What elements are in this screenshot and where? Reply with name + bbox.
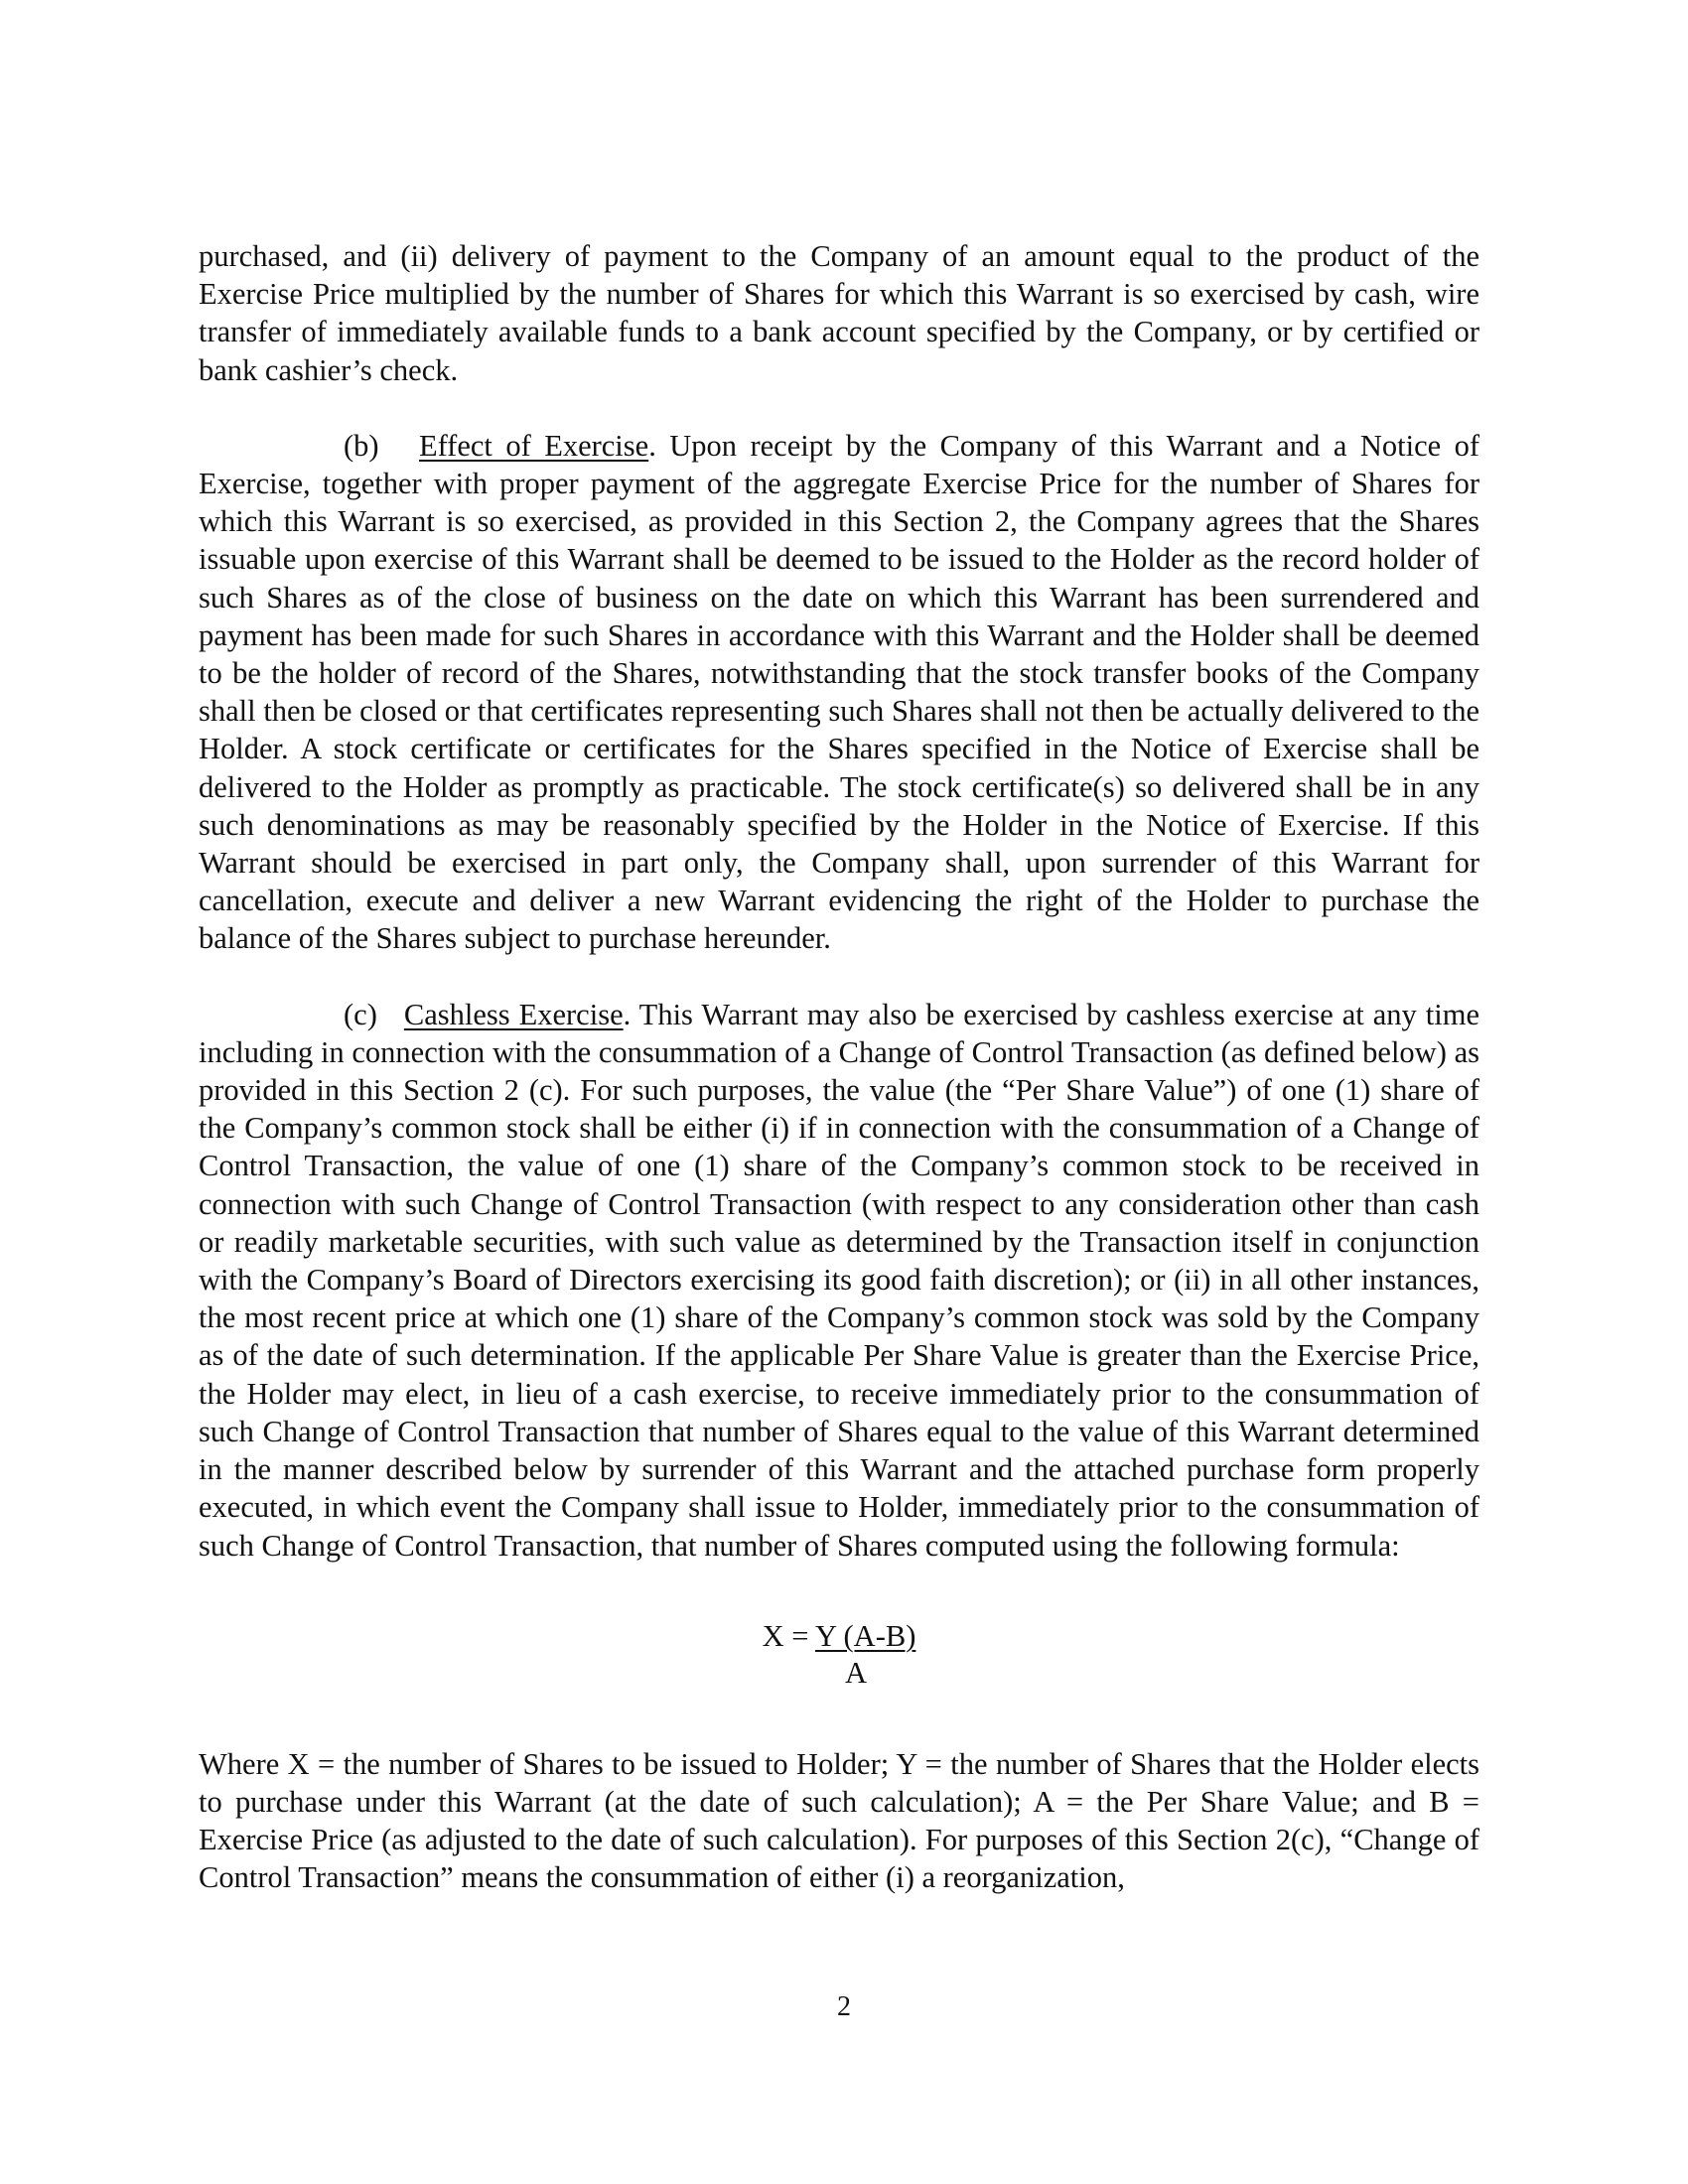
formula-lhs: X = [762,1618,815,1653]
section-b-paragraph [199,427,1479,958]
cashless-exercise-formula [199,1618,1479,1692]
formula-numerator-line [199,1618,1479,1655]
formula-denominator: A [844,1655,868,1690]
formula-numerator: Y (A-B) [815,1618,916,1653]
page-number: 2 [837,1991,851,2022]
document-body [199,237,1479,1897]
section-b-heading: Effect of Exercise [418,428,649,463]
section-b-text: . Upon receipt by the Company of this Warrant and a Notice of Exercise, together with proper payment of the aggregate Exercise Price for the number of Shares for which this Warrant is so exercised, as provided in this Section 2, the Company agrees that the Shares issuable upon exercise of this Warrant shall be deemed to be issued to the Holder as the record holder of such Shares as of the close of business on the date on which this Warrant has been surrendered and payment has been made for such Shares in accordance with this Warrant and the Holder shall be deemed to be the holder of record of the Shares, notwithstanding that the stock transfer books of the Company shall then be closed or that certificates representing such Shares shall not then be actually delivered to the Holder. A stock certificate or certificates for the Shares specified in the Notice of Exercise shall be delivered to the Holder as promptly as practicable. The stock certificate(s) so delivered shall be in any such denominations as may be reasonably specified by the Holder in the Notice of Exercise. If this Warrant should be exercised in part only, the Company shall, upon surrender of this Warrant for cancellation, execute and deliver a new Warrant evidencing the right of the Holder to purchase the balance of the Shares subject to purchase hereunder. [199,428,1479,956]
definitions-paragraph [199,1745,1479,1897]
paragraph-continuation [199,237,1479,389]
section-b-label: (b) [344,428,379,463]
paragraph-continuation-text: purchased, and (ii) delivery of payment to the Company of an amount equal to the product of the Exercise Price multiplied by the number of Shares for which this Warrant is so exercised by cash, wire transfer of immediately available funds to a bank account specified by the Company, or by certified or bank cashier’s check. [199,239,1479,387]
section-c-label: (c) [344,997,377,1031]
definitions-text: Where X = the number of Shares to be issued to Holder; Y = the number of Shares that the Holder elects to purchase under this Warrant (at the date of such calculation); A = the Per Share Value; and B = Exercise Price (as adjusted to the date of such calculation). For purposes of this Section 2(c), “Change of Control Transaction” means the consummation of either (i) a reorganization, [199,1746,1479,1895]
section-c-paragraph [199,996,1479,1565]
section-c-text: . This Warrant may also be exercised by cashless exercise at any time including in connection with the consummation of a Change of Control Transaction (as defined below) as provided in this Section 2 (c). For such purposes, the value (the “Per Share Value”) of one (1) share of the Company’s common stock shall be either (i) if in connection with the consummation of a Change of Control Transaction, the value of one (1) share of the Company’s common stock to be received in connection with such Change of Control Transaction (with respect to any consideration other than cash or readily marketable securities, with such value as determined by the Transaction itself in conjunction with the Company’s Board of Directors exercising its good faith discretion); or (ii) in all other instances, the most recent price at which one (1) share of the Company’s common stock was sold by the Company as of the date of such determination. If the applicable Per Share Value is greater than the Exercise Price, the Holder may elect, in lieu of a cash exercise, to receive immediately prior to the consummation of such Change of Control Transaction that number of Shares equal to the value of this Warrant determined in the manner described below by surrender of this Warrant and the attached purchase form properly executed, in which event the Company shall issue to Holder, immediately prior to the consummation of such Change of Control Transaction, that number of Shares computed using the following formula: [199,997,1479,1563]
section-c-heading: Cashless Exercise [403,997,624,1031]
